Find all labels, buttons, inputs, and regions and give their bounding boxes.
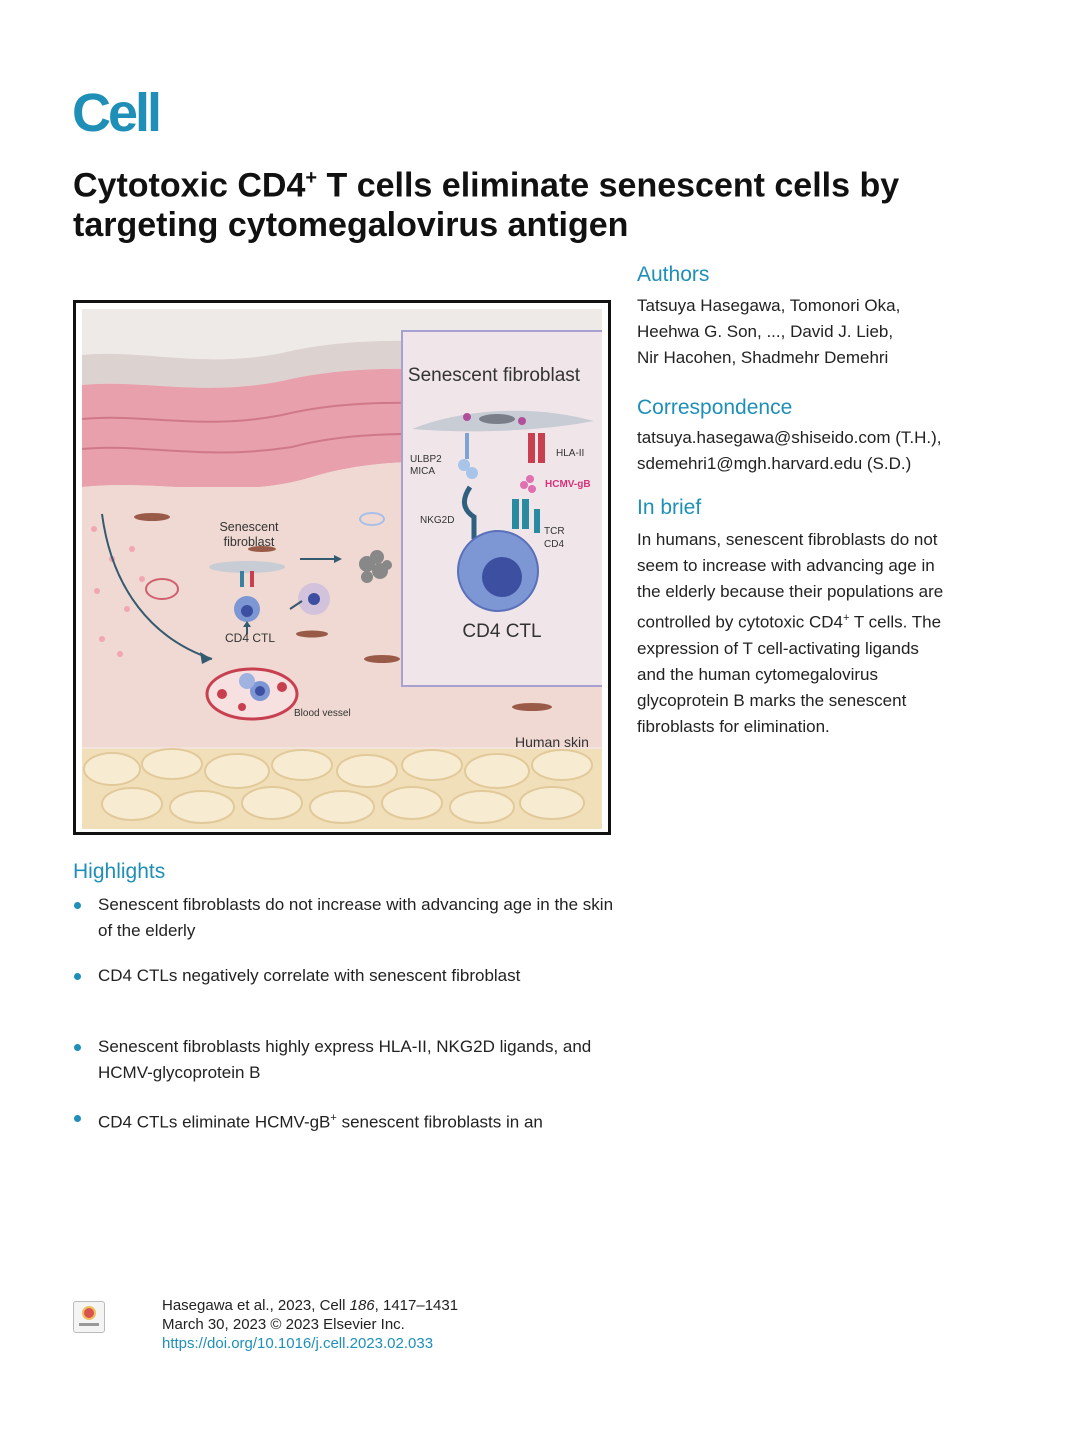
graphical-abstract-illustration — [82, 309, 602, 829]
email-link[interactable]: tatsuya.hasegawa@shiseido.com (T.H.), — [637, 428, 942, 447]
cd4-label: CD4 — [544, 539, 565, 550]
bullet-icon — [74, 1115, 81, 1122]
senescent-label-line1: Senescent — [219, 520, 279, 534]
ulbp2-label: ULBP2 — [410, 454, 442, 465]
in-brief-line: fibroblasts for elimination. — [637, 716, 830, 736]
correspondence-heading: Correspondence — [637, 396, 793, 419]
tcr-label: TCR — [544, 526, 565, 537]
in-brief-line: the elderly because their populations are — [637, 582, 944, 601]
authors-line: Tatsuya Hasegawa, Tomonori Oka, — [637, 296, 901, 315]
inset-title-label: Senescent fibroblast — [407, 365, 581, 386]
in-brief-line: glycoprotein B marks the senescent — [637, 690, 907, 710]
bullet-icon — [74, 973, 81, 980]
in-brief-line: expression of T cell-activating ligands — [637, 638, 919, 658]
cd4ctl-small-label: CD4 CTL — [224, 631, 276, 645]
highlights-heading: Highlights — [73, 860, 166, 883]
in-brief-line: and the human cytomegalovirus — [637, 664, 878, 684]
in-brief-line: controlled by cytotoxic CD4+ T cells. The — [637, 612, 942, 632]
in-brief-line: seem to increase with advancing age in — [637, 556, 935, 575]
highlight-item: CD4 CTLs negatively correlate with senescent fibroblast — [73, 963, 618, 989]
date-copyright: March 30, 2023 © 2023 Elsevier Inc. — [162, 1316, 405, 1333]
authors-line: Nir Hacohen, Shadmehr Demehri — [637, 348, 889, 367]
email-link[interactable]: sdemehri1@mgh.harvard.edu (S.D.) — [637, 454, 912, 473]
authors-heading: Authors — [637, 263, 710, 286]
in-brief-line: In humans, senescent fibroblasts do not — [637, 530, 938, 549]
highlight-item: Senescent fibroblasts highly express HLA-II, NKG2D ligands, and HCMV-glycoprotein B — [73, 1034, 618, 1086]
check-for-updates-icon[interactable] — [73, 1301, 105, 1333]
hla-label: HLA-II — [556, 448, 585, 459]
highlight-item: Senescent fibroblasts do not increase with advancing age in the skin of the elderly — [73, 892, 618, 944]
hcmv-label: HCMV-gB — [545, 479, 591, 490]
citation-line: Hasegawa et al., 2023, Cell 186, 1417–1431 — [162, 1297, 459, 1314]
doi-link[interactable]: https://doi.org/10.1016/j.cell.2023.02.033 — [162, 1335, 434, 1352]
senescent-label-line2: fibroblast — [223, 535, 275, 549]
citation-footer — [162, 1296, 458, 1353]
in-brief-heading: In brief — [637, 496, 702, 519]
article-title: Cytotoxic CD4+ T cells eliminate senescent cells by targeting cytomegalovirus antigen — [73, 166, 900, 245]
bullet-icon — [74, 1044, 81, 1051]
blood-vessel-label: Blood vessel — [294, 708, 351, 719]
highlights-list — [73, 892, 618, 1136]
bullet-icon — [74, 902, 81, 909]
correspondence-emails — [637, 425, 1057, 477]
authors-list — [637, 293, 1057, 371]
human-skin-label: Human skin — [515, 734, 589, 750]
inset-cell-label: CD4 CTL — [462, 621, 542, 642]
journal-logo: Cell — [72, 83, 160, 143]
in-brief-text — [637, 527, 1057, 740]
nkg2d-label: NKG2D — [420, 515, 455, 526]
highlight-item: CD4 CTLs eliminate HCMV-gB+ senescent fibroblasts in an — [73, 1105, 618, 1136]
mica-label: MICA — [410, 466, 435, 477]
authors-line: Heehwa G. Son, ..., David J. Lieb, — [637, 322, 894, 341]
graphical-abstract — [73, 300, 611, 835]
